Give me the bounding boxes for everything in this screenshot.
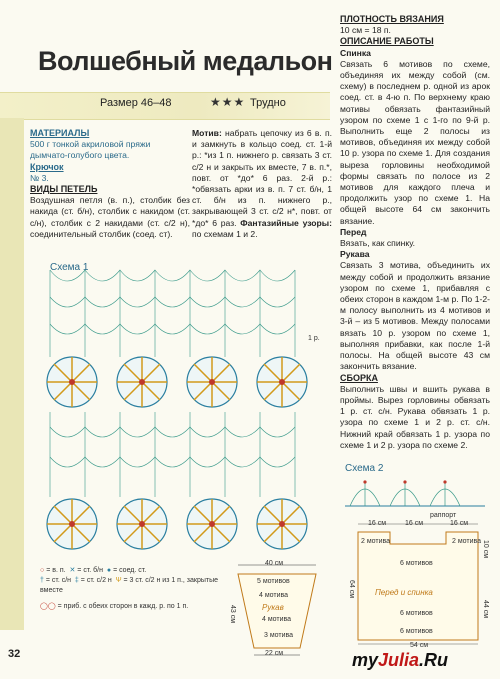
back-heading: Спинка — [340, 47, 371, 58]
body-row: 2 мотива — [452, 538, 482, 545]
logo-part: Julia — [378, 650, 420, 670]
sleeve-width-bottom: 22 см — [265, 650, 284, 657]
schema1-motifs-row2 — [47, 499, 307, 549]
body-row: 6 мотивов — [400, 610, 433, 617]
schema1-label: Схема 1 — [50, 262, 89, 273]
description-heading: ОПИСАНИЕ РАБОТЫ — [340, 36, 434, 47]
body-side-height: 10 см — [482, 540, 489, 559]
materials-block — [30, 128, 190, 240]
difficulty-label: Трудно — [250, 97, 286, 109]
schema1-legend: ○ = в. п. ✕ = ст. б/н ● = соед. ст. † = ст. с/н ‡ = ст. с/2 н Ψ = 3 ст. с/2 н из 1 п., закрытые вместе ◯◯ = приб. с обеих сторон в кажд. р. по 1 п. — [40, 567, 219, 610]
top-band — [0, 0, 330, 40]
size-label: Размер 46–48 — [100, 97, 172, 109]
stitches-heading: ВИДЫ ПЕТЕЛЬ — [30, 184, 98, 195]
schema2-rapport: раппорт — [430, 512, 457, 519]
logo-part: .Ru — [419, 650, 449, 670]
sleeve-label: Рукав — [262, 603, 284, 612]
sleeve-row: 3 мотива — [264, 632, 294, 639]
body-side-height: 44 см — [482, 600, 489, 619]
front-text: Вязать, как спинку. — [340, 238, 416, 249]
body-top-width: 16 см — [368, 520, 387, 527]
motif-block — [192, 128, 332, 240]
legend-item: = ст. с/2 н — [80, 577, 112, 584]
hook-value: № 3. — [30, 172, 49, 183]
schema2-chart — [345, 472, 485, 512]
sleeve-row: 4 мотива — [262, 616, 292, 623]
materials-text: 500 г тонкой акриловой пряжи дымчато-голубого цвета. — [30, 139, 151, 161]
sleeve-heading: Рукава — [340, 249, 370, 260]
motif-text: набрать цепочку из 6 в. п. и замкнуть в кольцо соед. ст. 1-й р.: *из 1 п. нижнего р. связать 3 ст. с/2 н и закрыть их вместе, 7 в. п.*, повт. от *до* 6 раз. 2-й р.: *обвязать арки из в. п. 7 ст. б/н, 1 ст. б/н из п. нижнего р., закрывающей 3 ст. с/2 н*, повт. от *до* 6 раз. — [192, 128, 332, 228]
density-heading: ПЛОТНОСТЬ ВЯЗАНИЯ — [340, 14, 444, 24]
body-label: Перед и спинка — [375, 588, 433, 597]
front-heading: Перед — [340, 226, 367, 237]
description-block — [340, 14, 490, 451]
site-logo — [352, 650, 448, 671]
legend-item: = соед. ст. — [113, 567, 147, 574]
body-height: 64 см — [348, 580, 355, 599]
schema1-motifs-row1 — [47, 357, 307, 407]
sleeve-width-top: 40 см — [265, 560, 284, 567]
body-row: 6 мотивов — [400, 628, 433, 635]
schema2-label: Схема 2 — [345, 463, 384, 474]
fancy-label: Фантазийные узоры: — [240, 217, 333, 228]
logo-part: my — [352, 650, 379, 670]
body-row: 6 мотивов — [400, 560, 433, 567]
back-text: Связать 6 мотивов по схеме, объединяя их между собой (см. схему) в последнем р. одной из арок соед. ст. в 4-ю п. По верхнему краю мотивы обвязать фантазийный узором по схеме 1 с 1-го по 9-й р. Выполнить еще 2 полосы из мотивов, объединяя их между собой 10 р. узора по схеме 1. Для создания выреза горловины необходимой формы связать по полосе из 2 мотивов для каждого плеча и продолжить узор по схеме 1. На общей высоте 64 см закончить вязание. — [340, 58, 490, 226]
sleeve-row: 5 мотивов — [257, 578, 290, 585]
sleeve-row: 4 мотива — [259, 592, 289, 599]
assembly-text: Выполнить швы и вшить рукава в проймы. Вырез горловины обвязать 1 р. ст. с/н. Рукава обвязать 1 р. узора по схеме 1 и 2 р. ст. с/н. Нижний край обвязать 1 р. узора по схеме 1 и 2 р. узора по схеме 2. — [340, 383, 490, 450]
sleeve-height: 43 см — [229, 605, 236, 624]
body-top-width: 16 см — [405, 520, 424, 527]
stitches-text: Воздушная петля (в. п.), столбик без накида (ст. б/н), столбик с накидом (ст. с/н), столбик с 2 накидами (ст. с/2 н), соединительный столбик (соед. ст). — [30, 195, 190, 239]
density-text: 10 см = 18 п. — [340, 25, 391, 36]
page-number: 32 — [8, 648, 21, 660]
body-top-width: 16 см — [450, 520, 469, 527]
assembly-heading: СБОРКА — [340, 372, 378, 383]
legend-item: = в. п. — [46, 567, 66, 574]
legend-item: = 3 ст. с/2 н из 1 п., закрытые вместе — [40, 577, 219, 594]
legend-item: = ст. с/н — [45, 577, 72, 584]
hook-heading: Крючок — [30, 161, 64, 172]
legend-item: = приб. с обеих сторон в кажд. р. по 1 п. — [57, 603, 189, 610]
difficulty-stars: ★★★ — [210, 95, 246, 109]
left-margin-bar — [0, 118, 24, 630]
sleeve-text: Связать 3 мотива, объединить их между собой и продолжить вязание узором по схеме 1, прибавляя с обеих сторон в каждом 1-м р. По 1-2-м полосу выполнить из 4 мотивов и 3-й – из 5 мотивов. Между полосами вязать 10 р. узором по схеме 1, выполняя прибавки, как после 1-й полосы. На общей высоте 43 см закончить вязание. — [340, 260, 490, 372]
body-row: 2 мотива — [361, 538, 391, 545]
fancy-text: по схемам 1 и 2. — [192, 228, 258, 239]
row-label: 1 р. — [308, 335, 320, 342]
schema1-chart — [30, 262, 330, 562]
legend-item: = ст. б/н — [77, 567, 103, 574]
page-title: Волшебный медальон — [38, 46, 333, 76]
body-bottom-width: 54 см — [410, 642, 429, 649]
materials-heading: МАТЕРИАЛЫ — [30, 128, 90, 138]
motif-label: Мотив: — [192, 128, 222, 138]
